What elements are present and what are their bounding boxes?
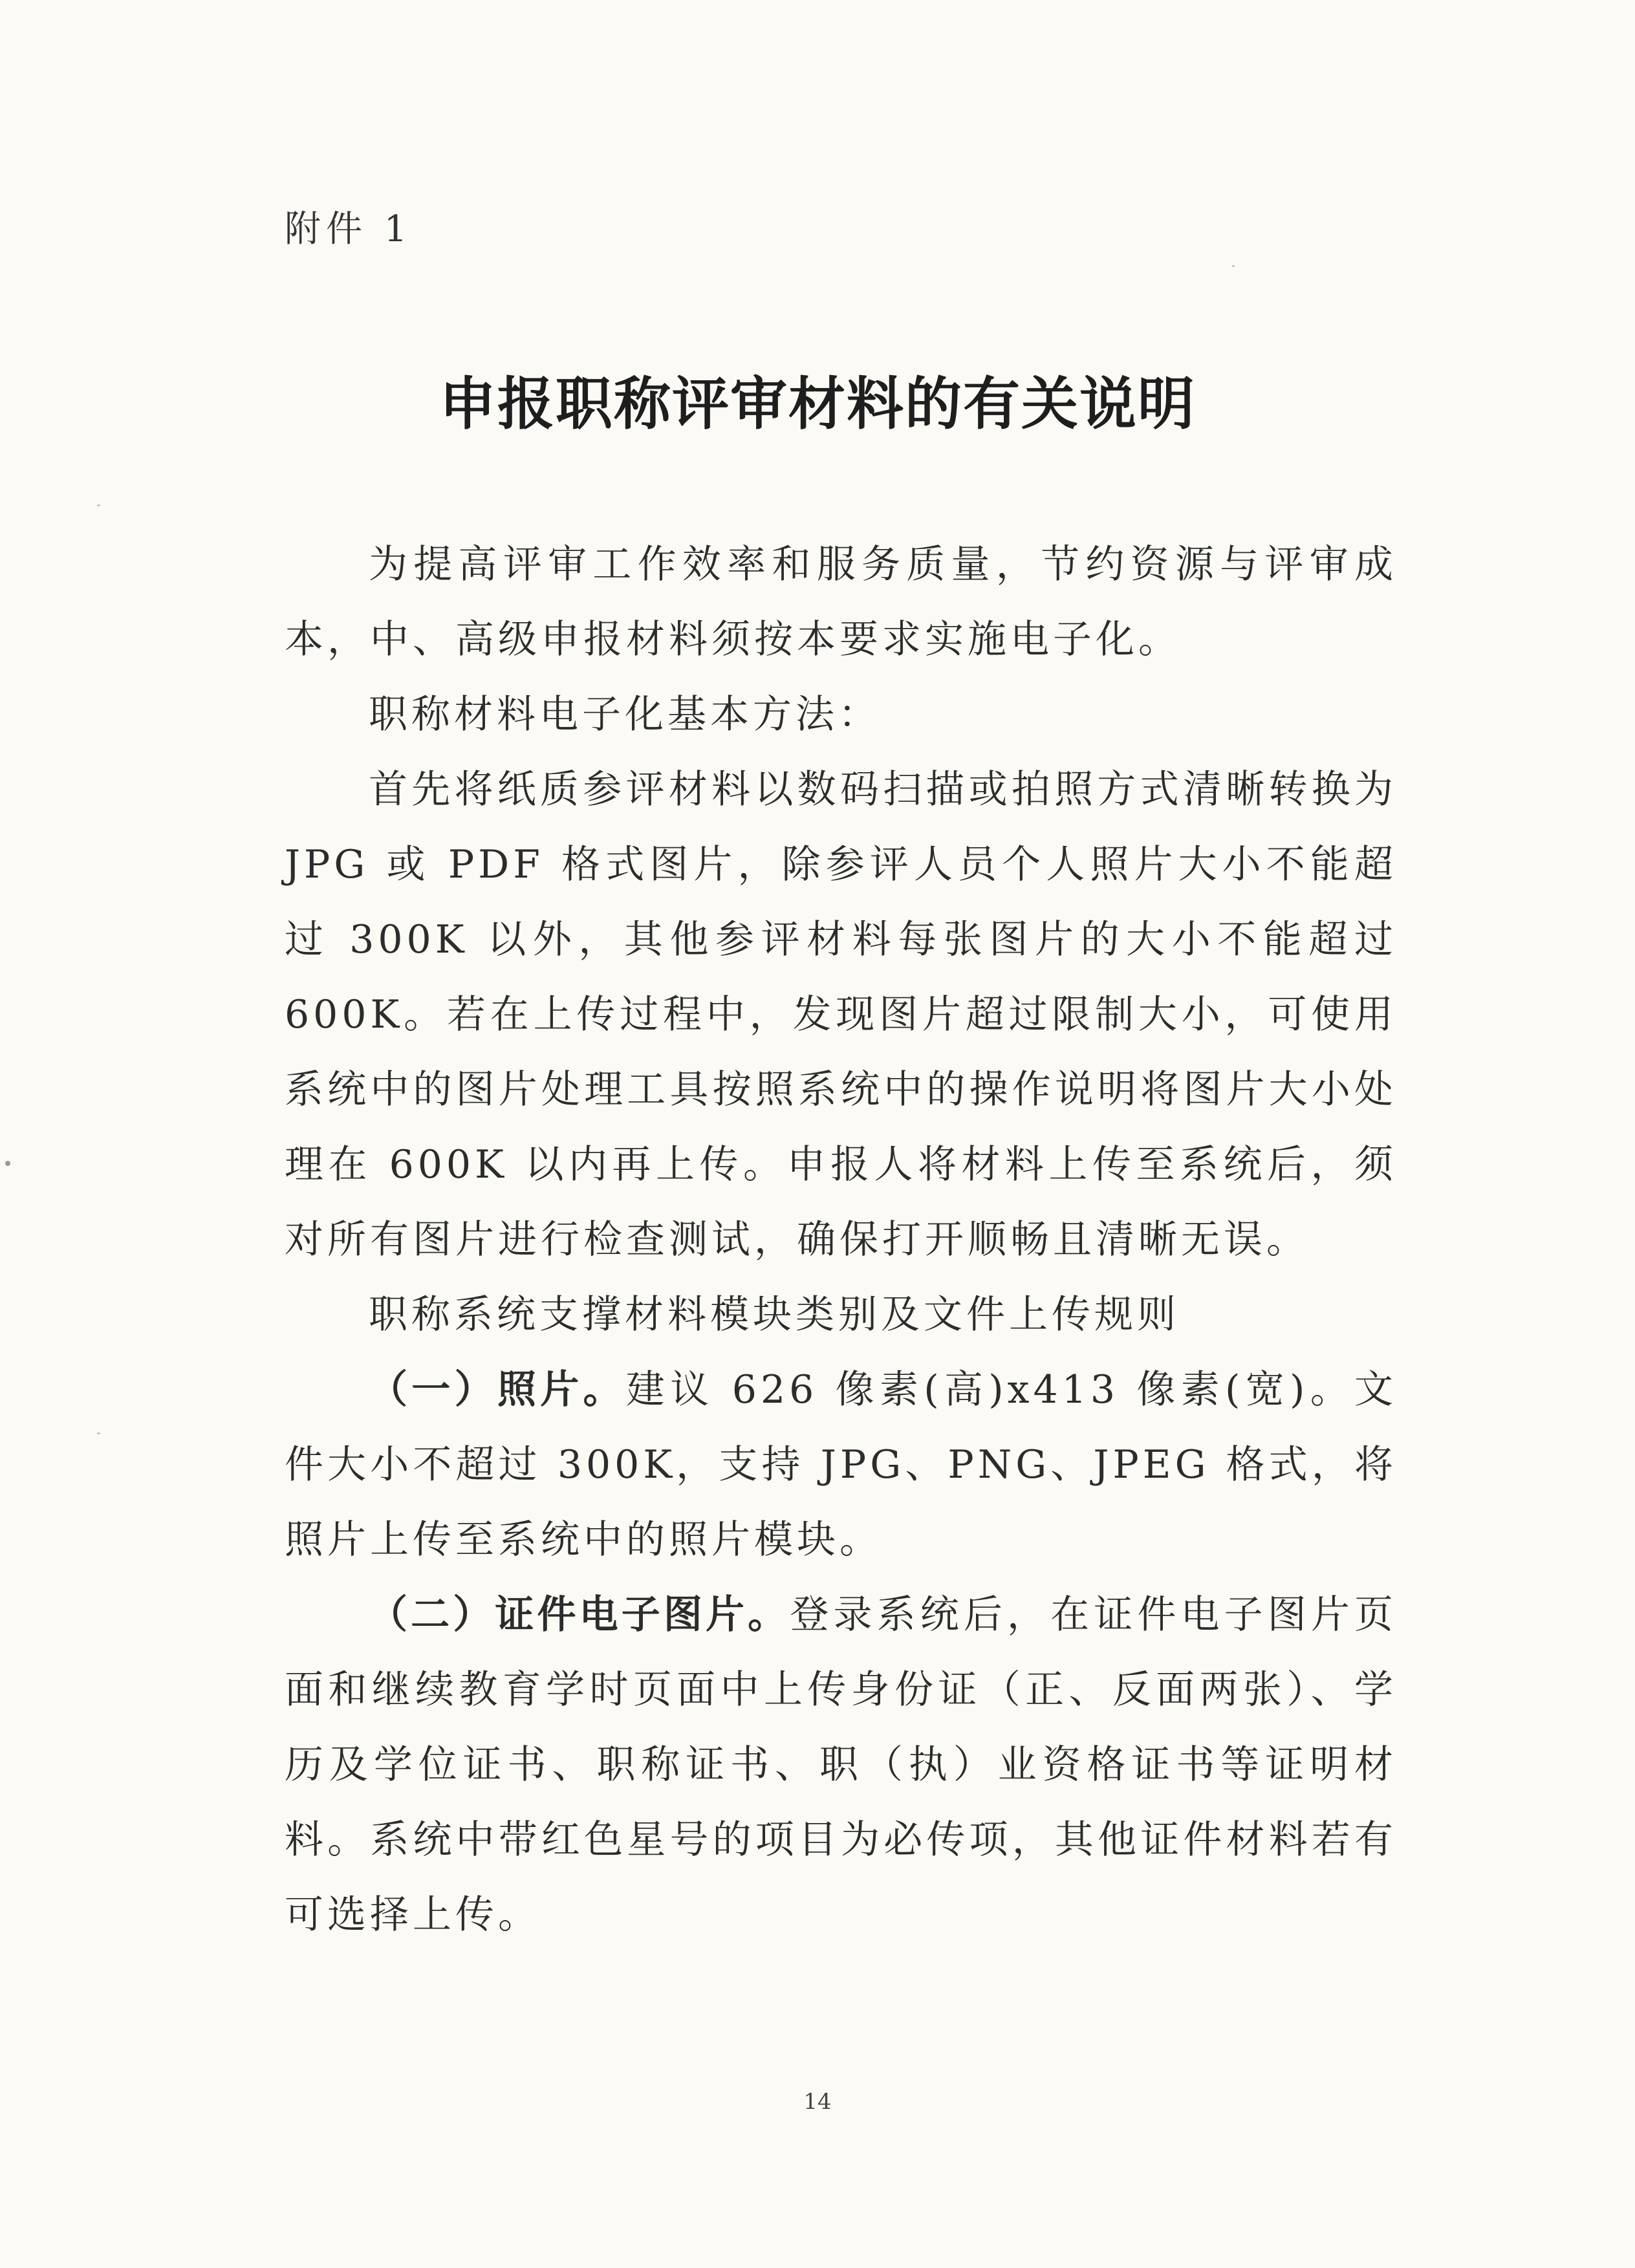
paragraph-text: 登录系统后，在证件电子图片页面和继续教育学时页面中上传身份证（正、反面两张）、学历及学位证书、职称证书、职（执）业资格证书等证明材料。系统中带红色星号的项目为必传项，其他证件材料若有可选择上传。 — [285, 1592, 1398, 1938]
page-number: 14 — [803, 2089, 832, 2115]
scan-speck — [97, 504, 100, 506]
scan-speck — [1232, 265, 1235, 267]
paragraph-rules-heading — [285, 1277, 1397, 1352]
attachment-label: 附件 1 — [285, 208, 413, 250]
page-title: 申报职称评审材料的有关说明 — [439, 371, 1196, 437]
paragraph-certificate-rule — [285, 1577, 1397, 1952]
paragraph-photo-rule — [285, 1352, 1397, 1577]
paragraph-text: 首先将纸质参评材料以数码扫描或拍照方式清晰转换为 JPG 或 PDF 格式图片，除参评人员个人照片大小不能超过 300K 以外，其他参评材料每张图片的大小不能超过 600K。若在上传过程中，发现图片超过限制大小，可使用系统中的图片处理工具按照系统中的操作说明将图片大小处理在 600K 以内再上传。申报人将材料上传至系统后，须对所有图片进行检查测试，确保打开顺畅且清晰无误。 — [285, 767, 1397, 1262]
paragraph-method — [285, 752, 1397, 1277]
paragraph-lead: （二）证件电子图片。 — [369, 1592, 790, 1637]
paragraph-text: 职称系统支撑材料模块类别及文件上传规则 — [369, 1292, 1180, 1337]
paragraph-intro — [285, 527, 1397, 677]
paragraph-text: 建议 626 像素(高)x413 像素(宽)。文件大小不超过 300K，支持 JPG、PNG、JPEG 格式，将照片上传至系统中的照片模块。 — [285, 1367, 1398, 1562]
document-body — [285, 527, 1397, 1952]
scan-speck — [97, 1432, 100, 1434]
scan-speck — [5, 1161, 10, 1166]
paragraph-lead: （一）照片。 — [369, 1367, 626, 1412]
paragraph-text: 为提高评审工作效率和服务质量，节约资源与评审成本，中、高级申报材料须按本要求实施电子化。 — [285, 542, 1397, 662]
paragraph-method-heading — [285, 677, 1397, 752]
paragraph-text: 职称材料电子化基本方法： — [369, 692, 881, 737]
